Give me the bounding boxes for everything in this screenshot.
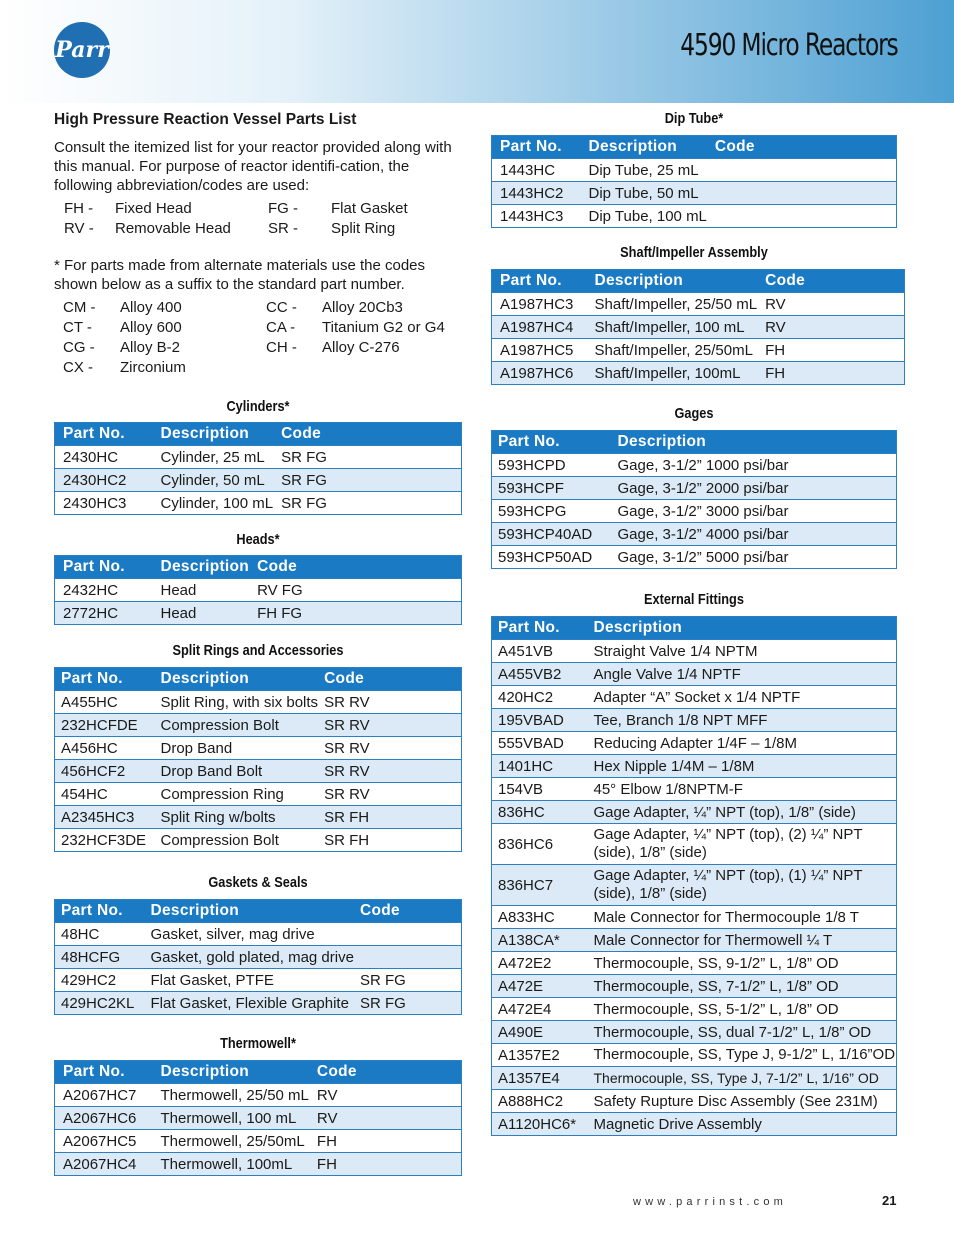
- description-cell: Drop Band Bolt: [155, 760, 319, 783]
- table-row: [55, 737, 462, 760]
- part-number-cell: 555VBAD: [492, 732, 588, 755]
- code-cell: FH: [309, 1130, 462, 1153]
- description-cell: Thermocouple, SS, dual 7-1/2” L, 1/8” OD: [588, 1021, 897, 1044]
- dip-tube-table: [491, 135, 897, 228]
- table-row: [492, 1113, 897, 1136]
- description-cell: Shaft/Impeller, 25/50mL: [587, 339, 758, 362]
- part-number-cell: A2067HC7: [55, 1084, 153, 1107]
- column-header: Part No.: [492, 136, 581, 159]
- description-cell: Straight Valve 1/4 NPTM: [588, 640, 897, 663]
- table-row: [55, 714, 462, 737]
- code-cell: SR RV: [318, 737, 461, 760]
- description-cell: Flat Gasket, Flexible Graphite: [145, 992, 354, 1015]
- description-cell: Compression Bolt: [155, 714, 319, 737]
- description-cell: Gasket, silver, mag drive: [145, 923, 354, 946]
- description-cell: Dip Tube, 25 mL: [581, 159, 707, 182]
- description-cell: Thermocouple, SS, Type J, 9-1/2” L, 1/16”OD: [588, 1044, 897, 1067]
- table-row: [492, 663, 897, 686]
- thermowell-title: Thermowell*: [220, 1035, 296, 1052]
- column-header: Description: [153, 556, 250, 579]
- description-cell: Drop Band: [155, 737, 319, 760]
- material-name: Alloy 400: [120, 299, 182, 316]
- code-meaning: Fixed Head: [115, 200, 192, 217]
- table-row: [492, 906, 897, 929]
- part-number-cell: A455HC: [55, 691, 155, 714]
- column-header: Part No.: [492, 617, 588, 640]
- code-abbr: FG -: [268, 200, 298, 217]
- description-cell: Cylinder, 25 mL: [153, 446, 274, 469]
- column-header: Part No.: [55, 900, 145, 923]
- table-row: [492, 755, 897, 778]
- description-cell: Gage, 3-1/2” 5000 psi/bar: [612, 546, 897, 569]
- description-cell: Split Ring, with six bolts: [155, 691, 319, 714]
- code-cell: RV: [309, 1107, 462, 1130]
- material-name: Zirconium: [120, 359, 186, 376]
- material-name: Alloy 20Cb3: [322, 299, 403, 316]
- description-cell: Gage Adapter, ¼” NPT (top), 1/8” (side): [588, 801, 897, 824]
- table-row: [55, 760, 462, 783]
- description-cell: 45° Elbow 1/8NPTM-F: [588, 778, 897, 801]
- part-number-cell: 48HCFG: [55, 946, 145, 969]
- column-header: Code: [273, 423, 461, 446]
- part-number-cell: 48HC: [55, 923, 145, 946]
- part-number-cell: A472E2: [492, 952, 588, 975]
- description-cell: Thermocouple, SS, 7-1/2” L, 1/8” OD: [588, 975, 897, 998]
- material-abbr: CT -: [63, 319, 92, 336]
- table-row: [492, 1067, 897, 1090]
- material-name: Titanium G2 or G4: [322, 319, 445, 336]
- code-cell: [354, 923, 462, 946]
- description-cell: Reducing Adapter 1/4F – 1/8M: [588, 732, 897, 755]
- code-cell: SR FH: [318, 829, 461, 852]
- description-cell: Shaft/Impeller, 25/50 mL: [587, 293, 758, 316]
- code-cell: SR RV: [318, 783, 461, 806]
- part-number-cell: A2345HC3: [55, 806, 155, 829]
- table-row: [492, 709, 897, 732]
- material-abbr: CM -: [63, 299, 96, 316]
- table-header-row: [55, 423, 462, 446]
- gages-table: [491, 430, 897, 569]
- column-header: Description: [153, 423, 274, 446]
- material-abbr: CX -: [63, 359, 93, 376]
- description-cell: Split Ring w/bolts: [155, 806, 319, 829]
- table-row: [55, 1084, 462, 1107]
- table-row: [492, 1090, 897, 1113]
- part-number-cell: 593HCPG: [492, 500, 612, 523]
- code-abbr: FH -: [64, 200, 94, 217]
- description-cell: Compression Bolt: [155, 829, 319, 852]
- part-number-cell: 456HCF2: [55, 760, 155, 783]
- column-header: Description: [145, 900, 354, 923]
- split-rings-title: Split Rings and Accessories: [172, 642, 344, 659]
- material-abbr: CH -: [266, 339, 297, 356]
- description-cell: Safety Rupture Disc Assembly (See 231M): [588, 1090, 897, 1113]
- description-cell: Head: [153, 579, 250, 602]
- part-number-cell: A472E: [492, 975, 588, 998]
- description-cell: Thermowell, 100 mL: [153, 1107, 309, 1130]
- table-row: [492, 293, 905, 316]
- part-number-cell: 454HC: [55, 783, 155, 806]
- part-number-cell: A138CA*: [492, 929, 588, 952]
- column-header: Code: [249, 556, 461, 579]
- code-cell: RV: [757, 293, 904, 316]
- thermowell-table: [54, 1060, 462, 1176]
- part-number-cell: 2430HC: [55, 446, 153, 469]
- code-cell: SR FG: [354, 992, 462, 1015]
- column-header: Part No.: [55, 1061, 153, 1084]
- table-row: [55, 1107, 462, 1130]
- table-row: [492, 998, 897, 1021]
- part-number-cell: 836HC: [492, 801, 588, 824]
- material-name: Alloy B-2: [120, 339, 181, 356]
- column-header: Description: [612, 431, 897, 454]
- table-row: [492, 316, 905, 339]
- table-header-row: [55, 556, 462, 579]
- part-number-cell: 232HCF3DE: [55, 829, 155, 852]
- description-cell: Hex Nipple 1/4M – 1/8M: [588, 755, 897, 778]
- gaskets-title: Gaskets & Seals: [208, 874, 308, 891]
- description-cell: Gage Adapter, ¼” NPT (top), (1) ¼” NPT (side), 1/8” (side): [588, 865, 897, 906]
- code-cell: SR FG: [273, 446, 461, 469]
- column-header: Code: [707, 136, 897, 159]
- table-row: [492, 546, 897, 569]
- material-abbr: CC -: [266, 299, 297, 316]
- part-number-cell: A455VB2: [492, 663, 588, 686]
- split-rings-table: [54, 667, 462, 852]
- code-cell: RV FG: [249, 579, 461, 602]
- part-number-cell: 2772HC: [55, 602, 153, 625]
- gages-title: Gages: [674, 405, 714, 422]
- table-row: [55, 969, 462, 992]
- table-header-row: [55, 1061, 462, 1084]
- part-number-cell: A2067HC6: [55, 1107, 153, 1130]
- code-cell: FH: [309, 1153, 462, 1176]
- fittings-table: [491, 616, 897, 1136]
- table-row: [492, 500, 897, 523]
- description-cell: Magnetic Drive Assembly: [588, 1113, 897, 1136]
- parr-logo: Parr: [54, 22, 110, 78]
- code-abbr: RV -: [64, 220, 94, 237]
- column-header: Code: [309, 1061, 462, 1084]
- part-number-cell: 593HCPF: [492, 477, 612, 500]
- part-number-cell: 836HC7: [492, 865, 588, 906]
- part-number-cell: A456HC: [55, 737, 155, 760]
- part-number-cell: A2067HC5: [55, 1130, 153, 1153]
- table-row: [492, 159, 897, 182]
- table-row: [492, 975, 897, 998]
- part-number-cell: 2430HC3: [55, 492, 153, 515]
- column-header: Description: [155, 668, 319, 691]
- abbreviation-codes: [54, 199, 464, 238]
- code-cell: SR RV: [318, 760, 461, 783]
- table-row: [492, 523, 897, 546]
- table-row: [55, 446, 462, 469]
- table-row: [55, 992, 462, 1015]
- table-row: [492, 640, 897, 663]
- shaft-table: [491, 269, 905, 385]
- code-meaning: Removable Head: [115, 220, 231, 237]
- shaft-title: Shaft/Impeller Assembly: [620, 244, 768, 261]
- code-cell: SR FG: [273, 492, 461, 515]
- table-row: [492, 952, 897, 975]
- table-row: [55, 1130, 462, 1153]
- description-cell: Adapter “A” Socket x 1/4 NPTF: [588, 686, 897, 709]
- code-abbr: SR -: [268, 220, 298, 237]
- section-heading: High Pressure Reaction Vessel Parts List: [54, 111, 357, 128]
- part-number-cell: 1401HC: [492, 755, 588, 778]
- table-header-row: [55, 668, 462, 691]
- table-row: [492, 686, 897, 709]
- table-row: [492, 865, 897, 906]
- description-cell: Gage Adapter, ¼” NPT (top), (2) ¼” NPT (side), 1/8” (side): [588, 824, 897, 865]
- part-number-cell: A451VB: [492, 640, 588, 663]
- description-cell: Gasket, gold plated, mag drive: [145, 946, 354, 969]
- table-row: [492, 477, 897, 500]
- cylinders-table: [54, 422, 462, 515]
- column-header: Description: [581, 136, 707, 159]
- part-number-cell: A1987HC6: [492, 362, 587, 385]
- material-abbr: CA -: [266, 319, 296, 336]
- code-cell: RV: [757, 316, 904, 339]
- code-meaning: Split Ring: [331, 220, 396, 237]
- part-number-cell: 2430HC2: [55, 469, 153, 492]
- description-cell: Shaft/Impeller, 100 mL: [587, 316, 758, 339]
- part-number-cell: A2067HC4: [55, 1153, 153, 1176]
- material-abbr: CG -: [63, 339, 95, 356]
- part-number-cell: 836HC6: [492, 824, 588, 865]
- material-codes: [54, 298, 464, 377]
- part-number-cell: 429HC2: [55, 969, 145, 992]
- column-header: Part No.: [492, 431, 612, 454]
- table-row: [55, 492, 462, 515]
- table-row: [55, 946, 462, 969]
- table-row: [492, 801, 897, 824]
- part-number-cell: 1443HC2: [492, 182, 581, 205]
- column-header: Description: [587, 270, 758, 293]
- description-cell: Tee, Branch 1/8 NPT MFF: [588, 709, 897, 732]
- code-cell: SR FG: [273, 469, 461, 492]
- gaskets-table: [54, 899, 462, 1015]
- code-cell: [707, 159, 897, 182]
- description-cell: Head: [153, 602, 250, 625]
- description-cell: Male Connector for Thermowell ¼ T: [588, 929, 897, 952]
- table-row: [55, 829, 462, 852]
- description-cell: Thermowell, 100mL: [153, 1153, 309, 1176]
- description-cell: Gage, 3-1/2” 2000 psi/bar: [612, 477, 897, 500]
- table-row: [55, 691, 462, 714]
- table-row: [492, 1044, 897, 1067]
- part-number-cell: 420HC2: [492, 686, 588, 709]
- part-number-cell: A490E: [492, 1021, 588, 1044]
- column-header: Code: [757, 270, 904, 293]
- table-row: [492, 929, 897, 952]
- description-cell: Male Connector for Thermocouple 1/8 T: [588, 906, 897, 929]
- code-cell: FH FG: [249, 602, 461, 625]
- table-row: [492, 732, 897, 755]
- description-cell: Thermocouple, SS, 5-1/2” L, 1/8” OD: [588, 998, 897, 1021]
- part-number-cell: 195VBAD: [492, 709, 588, 732]
- code-cell: FH: [757, 339, 904, 362]
- table-row: [55, 1153, 462, 1176]
- table-header-row: [492, 270, 905, 293]
- table-row: [55, 806, 462, 829]
- code-cell: RV: [309, 1084, 462, 1107]
- part-number-cell: 593HCP50AD: [492, 546, 612, 569]
- table-row: [55, 579, 462, 602]
- part-number-cell: 429HC2KL: [55, 992, 145, 1015]
- table-row: [55, 602, 462, 625]
- heads-title: Heads*: [236, 531, 280, 548]
- part-number-cell: A888HC2: [492, 1090, 588, 1113]
- column-header: Part No.: [492, 270, 587, 293]
- code-cell: SR RV: [318, 714, 461, 737]
- page-number: 21: [882, 1193, 897, 1208]
- part-number-cell: 2432HC: [55, 579, 153, 602]
- heads-table: [54, 555, 462, 625]
- code-cell: SR RV: [318, 691, 461, 714]
- table-row: [492, 778, 897, 801]
- description-cell: Thermocouple, SS, 9-1/2” L, 1/8” OD: [588, 952, 897, 975]
- table-row: [492, 205, 897, 228]
- table-row: [492, 362, 905, 385]
- table-row: [55, 469, 462, 492]
- column-header: Code: [354, 900, 462, 923]
- table-row: [492, 339, 905, 362]
- table-header-row: [492, 431, 897, 454]
- part-number-cell: 1443HC3: [492, 205, 581, 228]
- table-header-row: [492, 617, 897, 640]
- intro-section: [54, 108, 464, 377]
- table-row: [55, 783, 462, 806]
- code-cell: SR FH: [318, 806, 461, 829]
- fittings-title: External Fittings: [644, 591, 744, 608]
- part-number-cell: 154VB: [492, 778, 588, 801]
- table-row: [492, 1021, 897, 1044]
- part-number-cell: A1987HC3: [492, 293, 587, 316]
- material-note: * For parts made from alternate materials use the codes shown below as a suffix to the standard part number.: [54, 257, 426, 293]
- code-cell: [354, 946, 462, 969]
- column-header: Description: [588, 617, 897, 640]
- part-number-cell: A1987HC4: [492, 316, 587, 339]
- code-cell: SR FG: [354, 969, 462, 992]
- part-number-cell: 593HCPD: [492, 454, 612, 477]
- column-header: Description: [153, 1061, 309, 1084]
- column-header: Part No.: [55, 423, 153, 446]
- description-cell: Gage, 3-1/2” 1000 psi/bar: [612, 454, 897, 477]
- description-cell: Gage, 3-1/2” 4000 psi/bar: [612, 523, 897, 546]
- code-meaning: Flat Gasket: [331, 200, 408, 217]
- description-cell: Thermowell, 25/50mL: [153, 1130, 309, 1153]
- description-cell: Compression Ring: [155, 783, 319, 806]
- description-cell: Cylinder, 50 mL: [153, 469, 274, 492]
- table-header-row: [55, 900, 462, 923]
- part-number-cell: A1357E2: [492, 1044, 588, 1067]
- part-number-cell: A472E4: [492, 998, 588, 1021]
- description-cell: Dip Tube, 50 mL: [581, 182, 707, 205]
- part-number-cell: 1443HC: [492, 159, 581, 182]
- part-number-cell: A1357E4: [492, 1067, 588, 1090]
- code-cell: FH: [757, 362, 904, 385]
- description-cell: Gage, 3-1/2” 3000 psi/bar: [612, 500, 897, 523]
- part-number-cell: A833HC: [492, 906, 588, 929]
- part-number-cell: 593HCP40AD: [492, 523, 612, 546]
- description-cell: Angle Valve 1/4 NPTF: [588, 663, 897, 686]
- table-row: [55, 923, 462, 946]
- page-title: 4590 Micro Reactors: [680, 28, 898, 63]
- description-cell: Cylinder, 100 mL: [153, 492, 274, 515]
- material-name: Alloy 600: [120, 319, 182, 336]
- column-header: Part No.: [55, 556, 153, 579]
- part-number-cell: A1120HC6*: [492, 1113, 588, 1136]
- description-cell: Thermowell, 25/50 mL: [153, 1084, 309, 1107]
- code-cell: [707, 205, 897, 228]
- table-row: [492, 824, 897, 865]
- table-row: [492, 454, 897, 477]
- part-number-cell: A1987HC5: [492, 339, 587, 362]
- description-cell: Thermocouple, SS, Type J, 7-1/2” L, 1/16” OD: [588, 1067, 897, 1090]
- website-url: www.parrinst.com: [633, 1196, 787, 1208]
- description-cell: Flat Gasket, PTFE: [145, 969, 354, 992]
- code-cell: [707, 182, 897, 205]
- part-number-cell: 232HCFDE: [55, 714, 155, 737]
- dip-tube-title: Dip Tube*: [664, 110, 724, 127]
- table-row: [492, 182, 897, 205]
- table-header-row: [492, 136, 897, 159]
- column-header: Code: [318, 668, 461, 691]
- description-cell: Dip Tube, 100 mL: [581, 205, 707, 228]
- description-cell: Shaft/Impeller, 100mL: [587, 362, 758, 385]
- material-name: Alloy C-276: [322, 339, 400, 356]
- intro-paragraph: Consult the itemized list for your reactor provided along with this manual. For purpose of reactor identifi-cation, the following abbreviation/codes are used:: [54, 139, 452, 194]
- cylinders-title: Cylinders*: [226, 398, 290, 415]
- column-header: Part No.: [55, 668, 155, 691]
